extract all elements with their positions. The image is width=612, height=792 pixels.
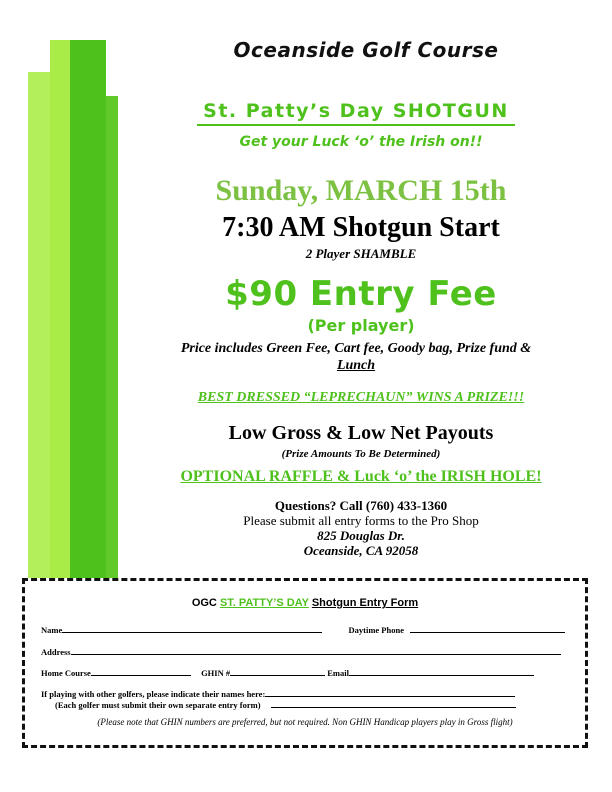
- submit-instructions: Please submit all entry forms to the Pro Shop: [243, 513, 479, 528]
- form-row-course: [41, 666, 534, 678]
- entry-form-title: [25, 597, 585, 609]
- form-title-event: ST. PATTY’S DAY: [219, 597, 309, 609]
- form-row-name: [41, 623, 565, 635]
- separate-form-note: (Each golfer must submit their own separate entry form): [55, 700, 261, 710]
- ghin-footnote: (Please note that GHIN numbers are preferred, but not required. Non GHIN Handicap players play in Gross flight): [97, 717, 513, 727]
- per-player-note: (Per player): [307, 316, 415, 335]
- event-title: St. Patty’s Day SHOTGUN: [197, 100, 515, 126]
- daytime-phone-field[interactable]: [410, 623, 565, 633]
- price-includes: [130, 340, 582, 374]
- event-format: 2 Player SHAMBLE: [305, 246, 417, 261]
- payouts-heading: Low Gross & Low Net Payouts: [228, 422, 494, 444]
- email-field[interactable]: [349, 666, 534, 676]
- event-title-wrap: [130, 100, 582, 126]
- other-golfers-label: If playing with other golfers, please indicate their names here:: [41, 689, 266, 699]
- start-time: 7:30 AM Shotgun Start: [222, 212, 500, 243]
- price-includes-lunch: Lunch: [336, 358, 376, 373]
- other-golfers-field-1[interactable]: [265, 687, 515, 697]
- home-course-field[interactable]: [91, 666, 191, 676]
- form-title-prefix: OGC: [191, 597, 217, 609]
- address-field[interactable]: [71, 645, 561, 655]
- decorative-green-notch: [106, 96, 118, 656]
- entry-fee: $90 Entry Fee: [225, 274, 497, 314]
- ghin-field[interactable]: [230, 666, 325, 676]
- daytime-phone-label: Daytime Phone: [348, 625, 404, 635]
- tagline: Get your Luck ‘o’ the Irish on!!: [239, 134, 483, 150]
- city-address: Oceanside, CA 92058: [303, 543, 419, 558]
- street-address: 825 Douglas Dr.: [317, 528, 405, 543]
- event-date: Sunday, MARCH 15th: [215, 174, 507, 207]
- raffle-note: OPTIONAL RAFFLE & Luck ‘o’ the IRISH HOLE!: [180, 468, 542, 485]
- contact-block: [130, 498, 592, 558]
- price-includes-text: Price includes Green Fee, Cart fee, Goody bag, Prize fund &: [180, 341, 532, 356]
- name-label: Name: [41, 625, 63, 635]
- form-title-suffix: Shotgun Entry Form: [311, 597, 419, 609]
- best-dressed-note: BEST DRESSED “LEPRECHAUN” WINS A PRIZE!!!: [197, 390, 525, 405]
- name-field[interactable]: [62, 623, 322, 633]
- course-name: Oceanside Golf Course: [233, 38, 499, 62]
- other-golfers-field-2[interactable]: [271, 698, 516, 708]
- entry-form: [22, 578, 588, 748]
- questions-phone: Questions? Call (760) 433-1360: [274, 498, 448, 513]
- address-label: Address: [41, 647, 71, 657]
- home-course-label: Home Course: [41, 668, 91, 678]
- form-row-address: [41, 645, 561, 657]
- email-label: Email: [327, 668, 349, 678]
- form-row-separate-form: [55, 698, 516, 710]
- ghin-label: GHIN #: [201, 668, 231, 678]
- prize-amounts-note: (Prize Amounts To Be Determined): [281, 448, 441, 460]
